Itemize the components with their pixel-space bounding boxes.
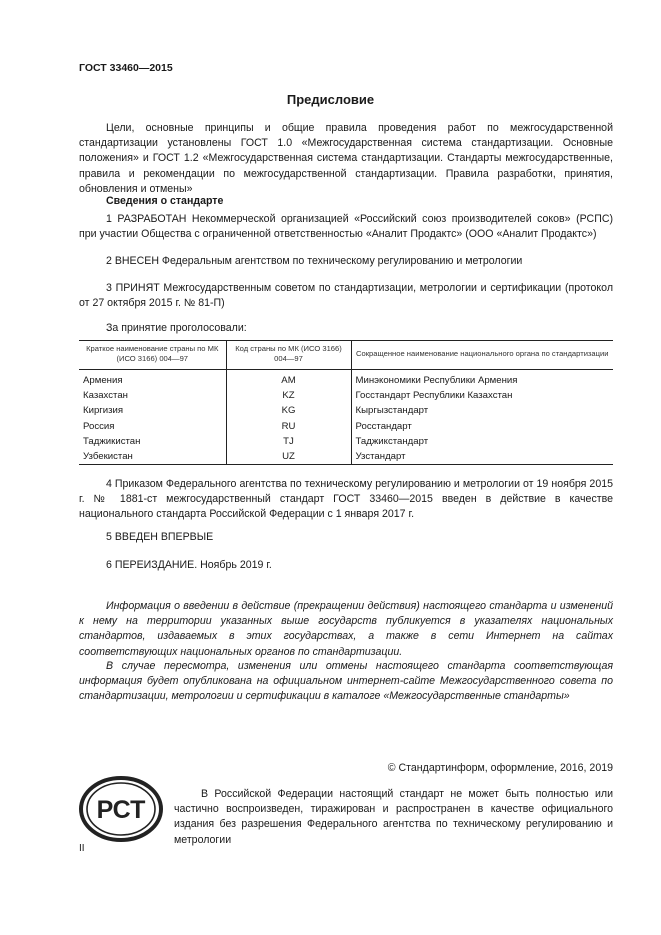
info-paragraph-2: В случае пересмотра, изменения или отмены настоящего стандарта соответствующая информация будет опубликована на официальном интернет-сайте Межгосударственного совета по стандартизации, метрологии и сертификации в каталоге «Межгосударственные стандарты» xyxy=(79,660,613,703)
votes-table xyxy=(79,340,613,465)
cell-body: Узстандарт xyxy=(351,449,613,465)
item-first: 5 ВВЕДЕН ВПЕРВЫЕ xyxy=(106,531,214,543)
cell-body: Кыргызстандарт xyxy=(351,403,613,418)
cell-country: Узбекистан xyxy=(83,451,133,463)
table-row xyxy=(79,449,613,465)
item-developed: 1 РАЗРАБОТАН Некоммерческой организацией «Российский союз производителей соков» (РСПС) при участии Общества с ограниченной ответственностью «Аналит Продактс» (ООО «Аналит Продактс») xyxy=(79,213,613,241)
cell-code: KG xyxy=(226,403,351,418)
cell-country: Киргизия xyxy=(83,405,124,417)
cell-code: RU xyxy=(226,419,351,434)
item-order: 4 Приказом Федерального агентства по техническому регулированию и метрологии от 19 ноября 2015 г. № 1881-ст межгосударственный стандарт ГОСТ 33460—2015 введен в действие в качестве национального стандарта Российской Федерации с 1 января 2017 г. xyxy=(79,478,613,521)
rst-certification-mark-icon xyxy=(79,776,163,842)
table-row xyxy=(79,434,613,449)
item-adopted: 3 ПРИНЯТ Межгосударственным советом по стандартизации, метрологии и сертификации (протокол от 27 октября 2015 г. № 81-П) xyxy=(79,282,613,310)
cell-body: Таджикстандарт xyxy=(351,434,613,449)
cell-body: Минэкономики Республики Армения xyxy=(351,370,613,389)
copyright-line: © Стандартинформ, оформление, 2016, 2019 xyxy=(387,762,613,774)
cell-code: UZ xyxy=(226,449,351,465)
cell-country: Таджикистан xyxy=(83,435,141,447)
intro-paragraph: Цели, основные принципы и общие правила проведения работ по межгосударственной стандартизации установлены ГОСТ 1.0 «Межгосударственная система стандартизации. Основные положения» и ГОСТ 1.2 «Межгосударственная система стандартизации. Стандарты межгосударственные, правила и рекомендации по межгосударственной стандартизации. Правила разработки, принятия, обновления и отмены» xyxy=(79,122,613,195)
table-row xyxy=(79,370,613,389)
header-country: Краткое наименование страны по МК (ИСО 3166) 004—97 xyxy=(79,341,226,370)
cell-code: AM xyxy=(226,370,351,389)
votes-intro: За принятие проголосовали: xyxy=(106,322,247,334)
cell-body: Госстандарт Республики Казахстан xyxy=(351,388,613,403)
cell-code: TJ xyxy=(226,434,351,449)
page-number: II xyxy=(79,843,85,854)
document-id: ГОСТ 33460—2015 xyxy=(79,62,173,74)
cell-country: Армения xyxy=(83,375,123,386)
cell-body: Росстандарт xyxy=(351,419,613,434)
page-title: Предисловие xyxy=(286,92,375,107)
cell-country: Россия xyxy=(83,420,115,432)
item-reissue: 6 ПЕРЕИЗДАНИЕ. Ноябрь 2019 г. xyxy=(106,559,272,571)
info-paragraph-1: Информация о введении в действие (прекращении действия) настоящего стандарта и изменений к нему на территории указанных выше государств публикуется в указателях национальных стандартов, издаваемых в этих государствах, а также в сети Интернет на сайтах соответствующих национальных органов по стандартизации. xyxy=(79,600,613,658)
section-title: Сведения о стандарте xyxy=(106,195,224,207)
table-row xyxy=(79,419,613,434)
header-code: Код страны по МК (ИСО 3166) 004—97 xyxy=(226,341,351,370)
item-introduced: 2 ВНЕСЕН Федеральным агентством по техническому регулированию и метрологии xyxy=(106,255,523,267)
table-row xyxy=(79,388,613,403)
table-row xyxy=(79,403,613,418)
logo-lettering: РСТ xyxy=(96,796,146,824)
table-header-row xyxy=(79,341,613,370)
copyright-notice: В Российской Федерации настоящий стандарт не может быть полностью или частично воспроизведен, тиражирован и распространен в качестве официального издания без разрешения Федерального агентства по техническому регулированию и метрологии xyxy=(174,788,613,846)
header-body: Сокращенное наименование национального органа по стандартизации xyxy=(351,341,613,370)
cell-country: Казахстан xyxy=(83,390,128,402)
cell-code: KZ xyxy=(226,388,351,403)
